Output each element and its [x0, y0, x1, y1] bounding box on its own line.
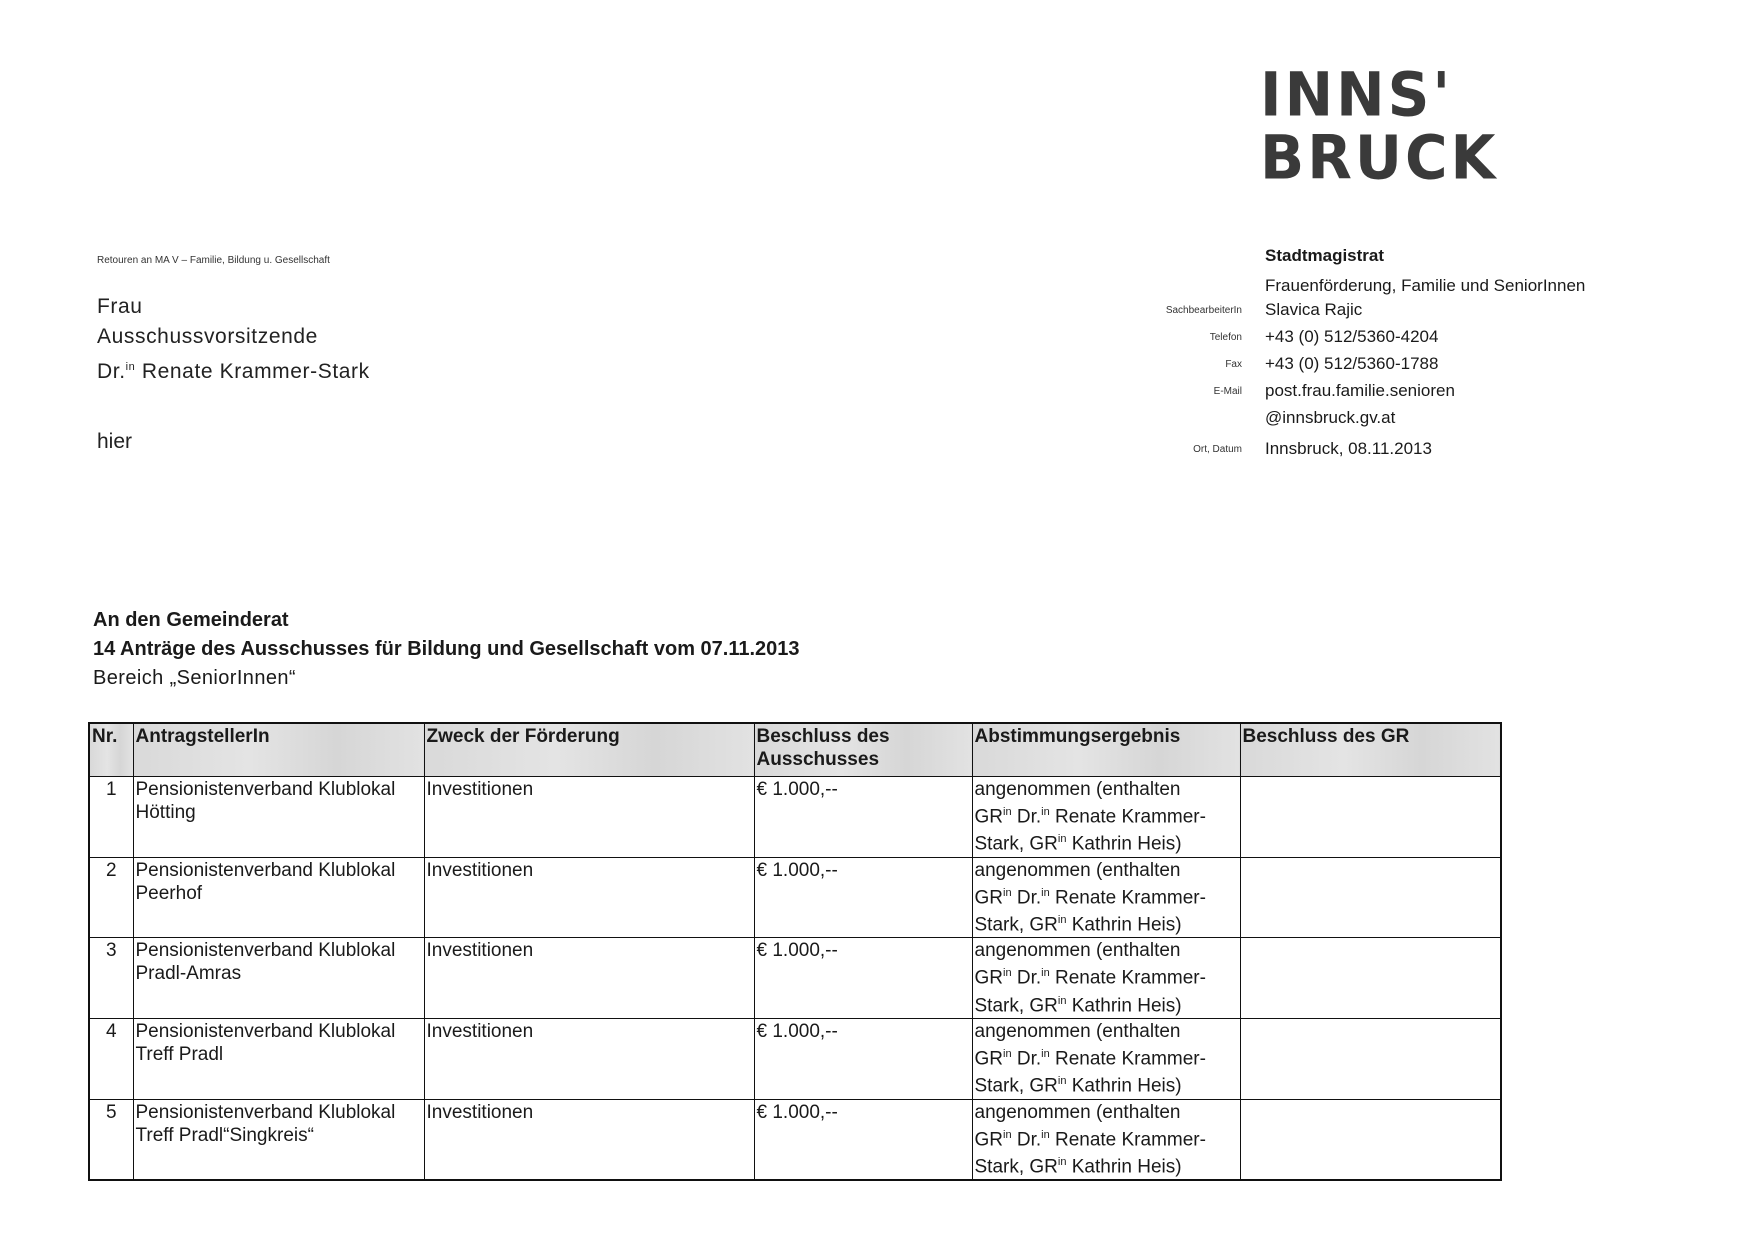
vote-sup: in [1003, 886, 1012, 899]
vote-sup: in [1041, 1128, 1050, 1141]
vote-sup: in [1041, 886, 1050, 899]
cell-amount: € 1.000,-- [754, 777, 972, 858]
heading-recipient: An den Gemeinderat [93, 609, 289, 631]
cell-applicant [133, 1018, 424, 1099]
header-committee-decision: Beschluss des Ausschusses [754, 723, 972, 777]
vote-gr: GR [974, 886, 1003, 908]
return-address: Retouren an MA V – Familie, Bildung u. Gesellschaft [97, 255, 330, 266]
cell-nr: 3 [89, 938, 133, 1019]
applicant-line-1: Pensionistenverband Klublokal [135, 1101, 396, 1123]
vote-gr: GR [974, 806, 1003, 828]
cell-vote [972, 857, 1240, 938]
header-vote-result: Abstimmungsergebnis [972, 723, 1240, 777]
addressee-salutation: Frau [97, 295, 143, 318]
cell-amount: € 1.000,-- [754, 1018, 972, 1099]
table-row [89, 1018, 1501, 1099]
vote-dr: Dr. [1011, 1048, 1042, 1070]
cell-purpose: Investitionen [424, 857, 754, 938]
vote-name: Renate Krammer- [1049, 886, 1206, 908]
addressee-title: Dr. [97, 360, 126, 383]
sender-row-date [1100, 439, 1660, 465]
sender-dept: Frauenförderung, Familie und SeniorInnen [1265, 276, 1586, 295]
cell-nr: 4 [89, 1018, 133, 1099]
field-value: Innsbruck, 08.11.2013 [1265, 439, 1432, 458]
header-purpose: Zweck der Förderung [424, 723, 754, 777]
vote-dr: Dr. [1011, 806, 1042, 828]
table-row [89, 777, 1501, 858]
field-label: Ort, Datum [1193, 444, 1242, 455]
vote-line-1: angenommen (enthalten [974, 1020, 1181, 1042]
vote-line-3 [975, 1151, 1238, 1178]
addressee-location: hier [97, 430, 133, 453]
cell-council-decision [1240, 938, 1501, 1019]
vote-heis: Kathrin Heis) [1066, 833, 1182, 855]
motions-table [88, 722, 1502, 1181]
vote-line-3 [975, 990, 1238, 1017]
vote-line-2 [975, 1124, 1238, 1151]
cell-applicant [133, 777, 424, 858]
cell-nr: 2 [89, 857, 133, 938]
sender-row-phone [1100, 327, 1660, 353]
vote-line-2 [975, 882, 1238, 909]
field-label: Telefon [1209, 332, 1242, 343]
header-applicant: AntragstellerIn [133, 723, 424, 777]
vote-line-3 [975, 909, 1238, 936]
heading-title: 14 Anträge des Ausschusses für Bildung und Gesellschaft vom 07.11.2013 [93, 638, 800, 660]
addressee-role: Ausschussvorsitzende [97, 325, 318, 348]
table-row [89, 938, 1501, 1019]
innsbruck-logo [1260, 58, 1499, 194]
cell-purpose: Investitionen [424, 1018, 754, 1099]
vote-line-1: angenommen (enthalten [974, 859, 1181, 881]
vote-line-3 [975, 828, 1238, 855]
vote-sup: in [1057, 1075, 1067, 1088]
cell-amount: € 1.000,-- [754, 938, 972, 1019]
cell-nr: 1 [89, 777, 133, 858]
header-council-decision: Beschluss des GR [1240, 723, 1501, 777]
vote-sup: in [1041, 967, 1050, 980]
cell-amount: € 1.000,-- [754, 857, 972, 938]
vote-line-1: angenommen (enthalten [974, 779, 1181, 800]
field-label: Fax [1225, 359, 1242, 370]
vote-sup: in [1057, 1155, 1067, 1168]
cell-applicant [133, 857, 424, 938]
cell-vote [972, 938, 1240, 1019]
vote-sup: in [1057, 994, 1067, 1007]
table-row [89, 857, 1501, 938]
cell-purpose: Investitionen [424, 1099, 754, 1180]
vote-dr: Dr. [1011, 967, 1042, 989]
header-nr: Nr. [89, 723, 133, 777]
sender-row-email-domain [1100, 408, 1660, 434]
vote-heis: Kathrin Heis) [1066, 994, 1182, 1016]
table-header-row [89, 723, 1501, 777]
vote-gr: GR [974, 1128, 1003, 1150]
vote-line-2 [975, 801, 1238, 828]
cell-applicant [133, 1099, 424, 1180]
document-heading [93, 606, 800, 693]
applicant-line-1: Pensionistenverband Klublokal [135, 779, 396, 800]
vote-name: Renate Krammer- [1049, 1128, 1206, 1150]
vote-heis: Kathrin Heis) [1066, 1075, 1182, 1097]
cell-council-decision [1240, 857, 1501, 938]
vote-line-1: angenommen (enthalten [974, 940, 1181, 962]
sender-row-email [1100, 381, 1660, 407]
vote-dr: Dr. [1011, 1128, 1042, 1150]
vote-stark: Stark, GR [974, 914, 1058, 936]
vote-sup: in [1003, 1128, 1012, 1141]
vote-sup: in [1041, 1047, 1050, 1060]
vote-line-2 [975, 1043, 1238, 1070]
logo-line-2: BRUCK [1260, 121, 1499, 194]
field-value: post.frau.familie.senioren [1265, 381, 1455, 400]
cell-applicant [133, 938, 424, 1019]
applicant-line-1: Pensionistenverband Klublokal [135, 859, 396, 881]
vote-stark: Stark, GR [974, 833, 1058, 855]
cell-amount: € 1.000,-- [754, 1099, 972, 1180]
applicant-line-2: Peerhof [135, 882, 203, 904]
vote-dr: Dr. [1011, 886, 1042, 908]
addressee-name-line [97, 352, 370, 387]
cell-council-decision [1240, 1018, 1501, 1099]
cell-vote [972, 777, 1240, 858]
vote-heis: Kathrin Heis) [1066, 914, 1182, 936]
vote-stark: Stark, GR [974, 1075, 1058, 1097]
applicant-line-1: Pensionistenverband Klublokal [135, 1020, 396, 1042]
vote-gr: GR [974, 967, 1003, 989]
cell-council-decision [1240, 777, 1501, 858]
field-label: SachbearbeiterIn [1165, 305, 1242, 316]
sender-org: Stadtmagistrat [1265, 246, 1385, 265]
vote-sup: in [1057, 833, 1067, 846]
sender-row-fax [1100, 354, 1660, 380]
field-label: E-Mail [1213, 386, 1242, 397]
vote-sup: in [1003, 806, 1012, 818]
applicant-line-2: Treff Pradl [135, 1043, 224, 1065]
field-value: @innsbruck.gv.at [1265, 408, 1396, 427]
vote-stark: Stark, GR [974, 1156, 1058, 1178]
applicant-line-1: Pensionistenverband Klublokal [135, 940, 396, 962]
vote-gr: GR [974, 1048, 1003, 1070]
vote-sup: in [1041, 806, 1050, 818]
applicant-line-2: Treff Pradl“Singkreis“ [135, 1124, 314, 1146]
cell-purpose: Investitionen [424, 777, 754, 858]
vote-line-2 [975, 962, 1238, 989]
addressee-name: Renate Krammer-Stark [141, 360, 370, 383]
vote-name: Renate Krammer- [1049, 967, 1206, 989]
vote-line-3 [975, 1070, 1238, 1097]
sender-row-clerk [1100, 300, 1660, 326]
field-value: +43 (0) 512/5360-1788 [1265, 354, 1439, 373]
cell-council-decision [1240, 1099, 1501, 1180]
vote-stark: Stark, GR [974, 994, 1058, 1016]
vote-sup: in [1057, 913, 1067, 926]
addressee-block [97, 292, 370, 387]
vote-heis: Kathrin Heis) [1066, 1156, 1182, 1178]
vote-name: Renate Krammer- [1049, 1048, 1206, 1070]
applicant-line-2: Pradl-Amras [135, 963, 242, 985]
field-value: Slavica Rajic [1265, 300, 1363, 319]
cell-vote [972, 1018, 1240, 1099]
heading-area: Bereich „SeniorInnen“ [93, 667, 296, 689]
vote-line-1: angenommen (enthalten [974, 1101, 1181, 1123]
addressee-title-sup: in [125, 361, 136, 373]
cell-vote [972, 1099, 1240, 1180]
vote-name: Renate Krammer- [1049, 806, 1206, 828]
cell-nr: 5 [89, 1099, 133, 1180]
logo-line-1: INNS' [1260, 58, 1454, 131]
table-row [89, 1099, 1501, 1180]
field-value: +43 (0) 512/5360-4204 [1265, 327, 1439, 346]
cell-purpose: Investitionen [424, 938, 754, 1019]
vote-sup: in [1003, 1047, 1012, 1060]
applicant-line-2: Hötting [135, 802, 196, 823]
vote-sup: in [1003, 967, 1012, 980]
